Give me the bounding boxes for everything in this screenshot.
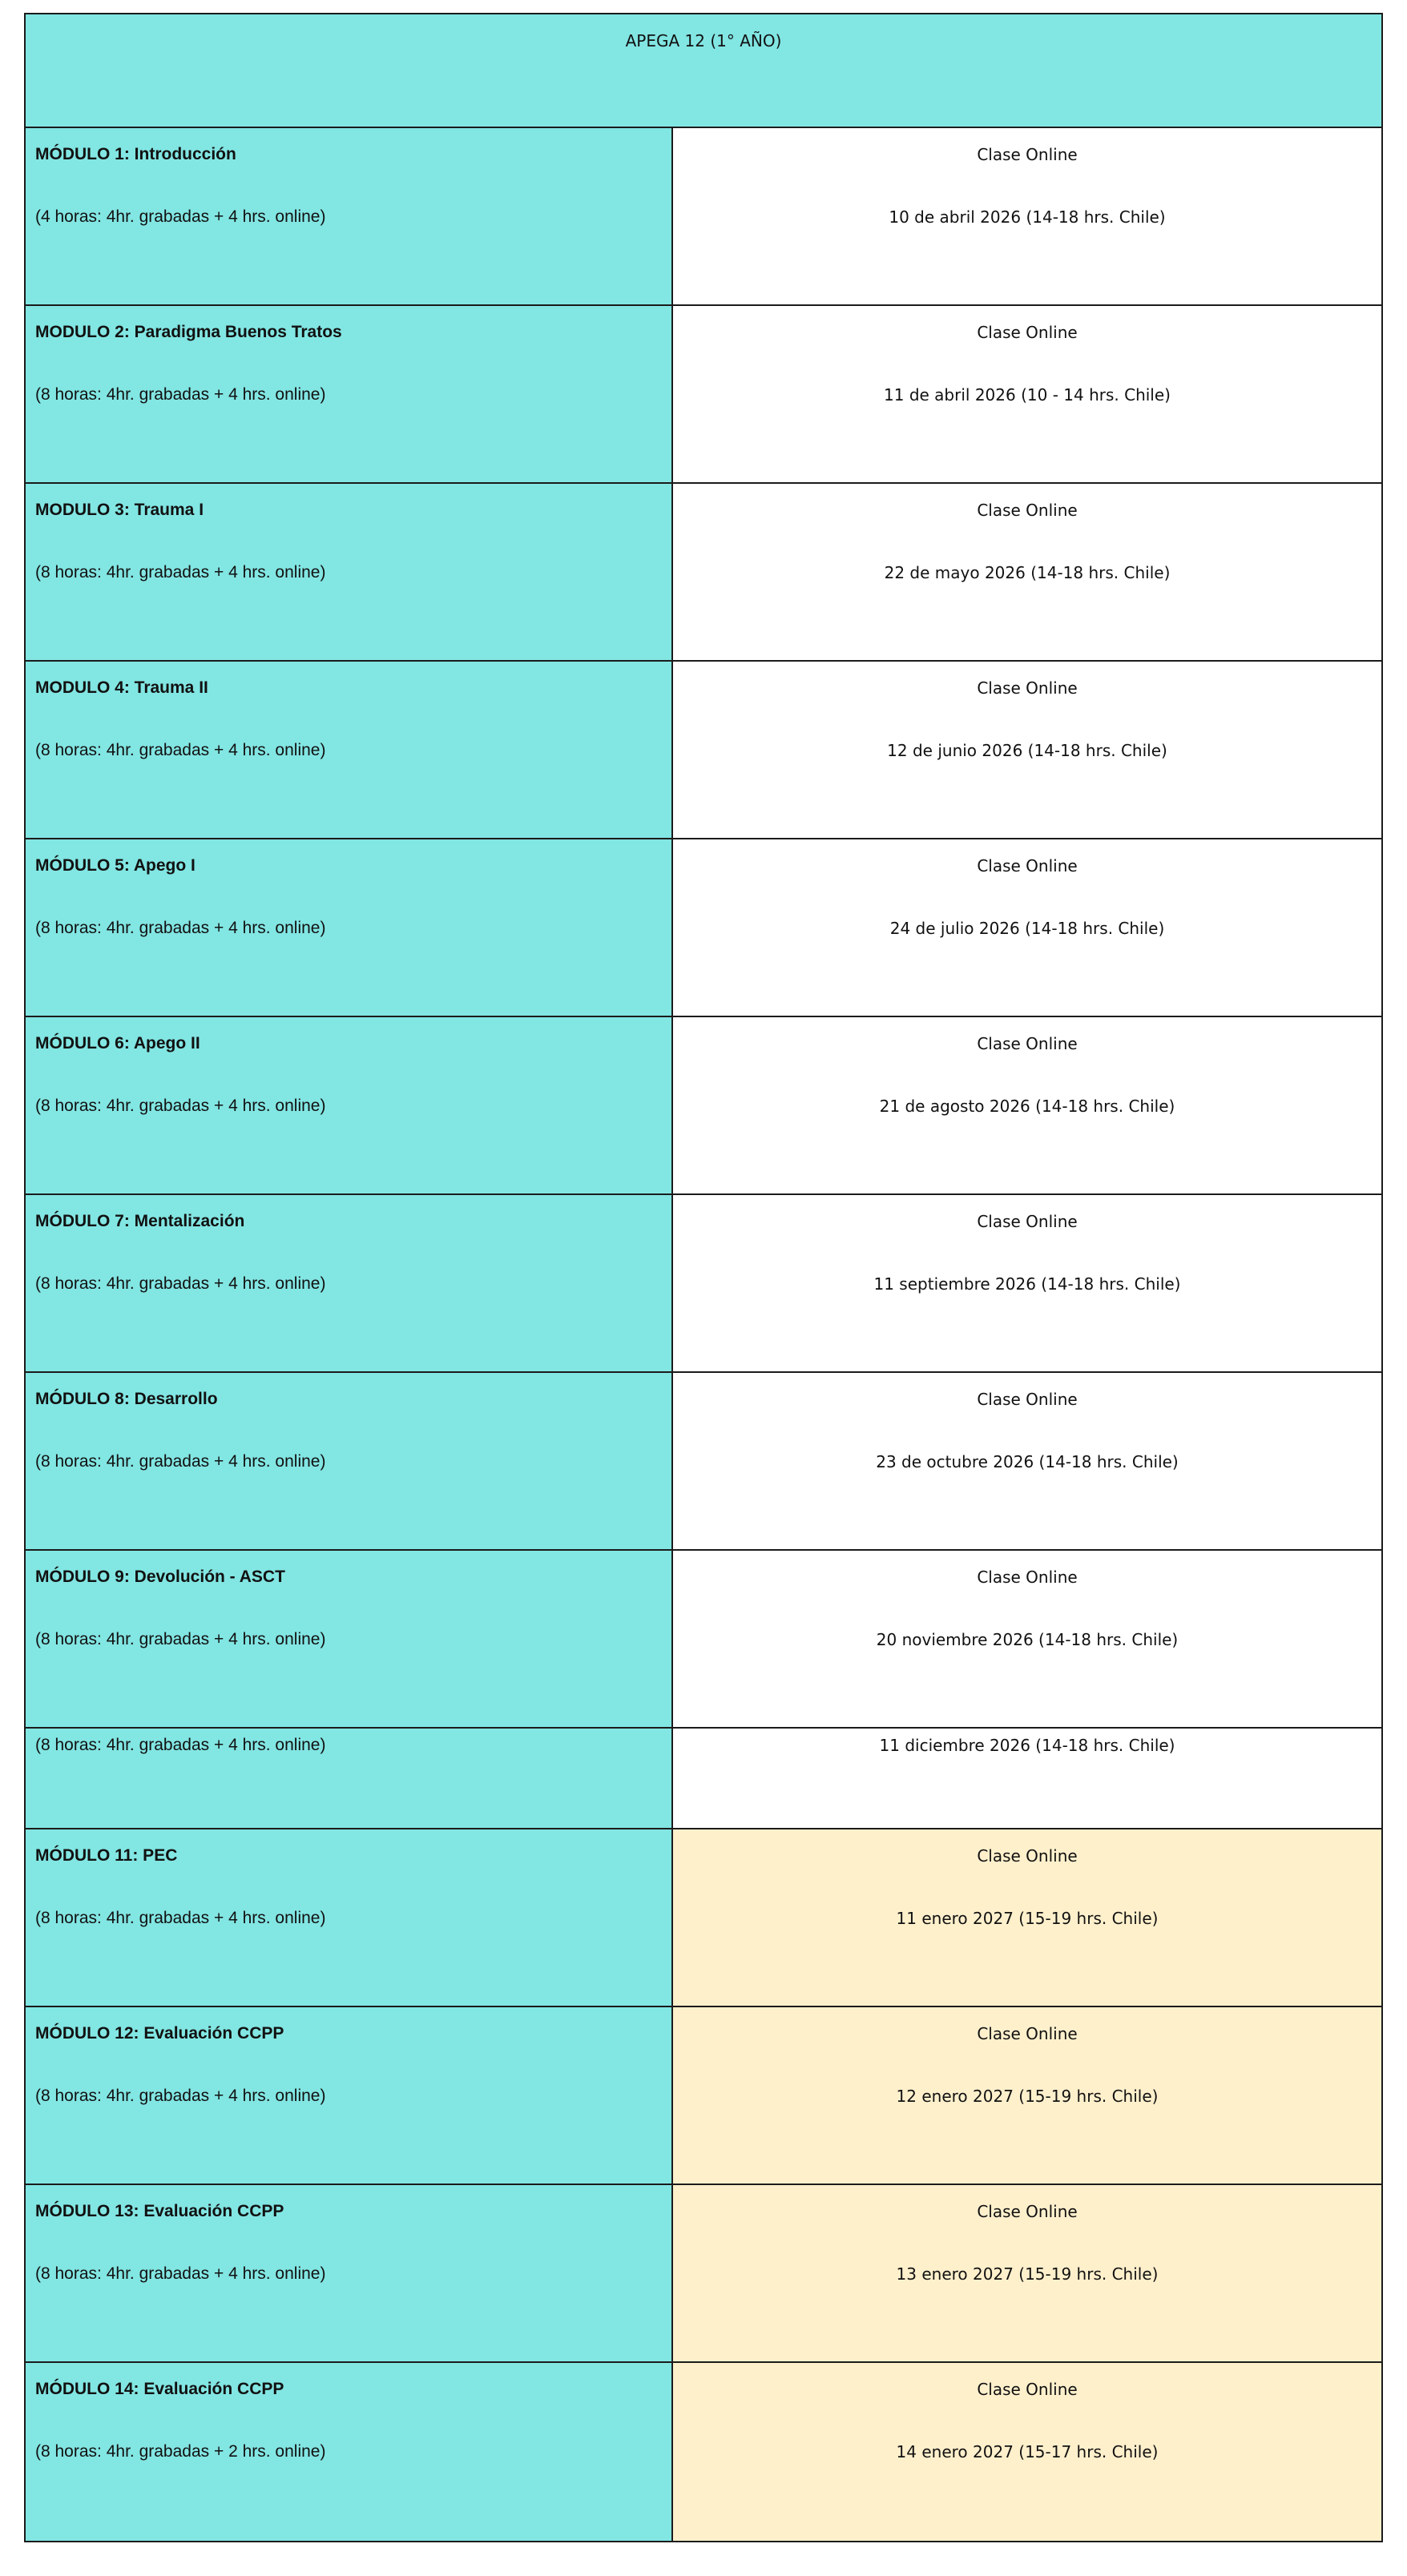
module-title: MÓDULO 5: Apego I (35, 856, 196, 875)
class-type: Clase Online (977, 1034, 1078, 1053)
table-header (26, 14, 1381, 128)
module-title: MODULO 2: Paradigma Buenos Tratos (35, 323, 342, 341)
module-title: MÓDULO 7: Mentalización (35, 1212, 245, 1230)
module-cell (26, 128, 673, 304)
class-date: 13 enero 2027 (15-19 hrs. Chile) (896, 2264, 1159, 2284)
class-date: 22 de mayo 2026 (14-18 hrs. Chile) (884, 563, 1171, 582)
class-date: 11 enero 2027 (15-19 hrs. Chile) (896, 1909, 1159, 1928)
table-row-module-13 (26, 2185, 1381, 2363)
class-date: 24 de julio 2026 (14-18 hrs. Chile) (889, 919, 1165, 938)
module-hours: (8 horas: 4hr. grabadas + 4 hrs. online) (35, 1274, 326, 1293)
module-title: MÓDULO 13: Evaluación CCPP (35, 2202, 284, 2220)
module-hours: (8 horas: 4hr. grabadas + 4 hrs. online) (35, 385, 326, 404)
class-type: Clase Online (977, 2024, 1078, 2043)
module-cell (26, 2185, 673, 2361)
module-title: MÓDULO 9: Devolución - ASCT (35, 1568, 285, 1586)
class-date: 12 enero 2027 (15-19 hrs. Chile) (896, 2087, 1159, 2106)
table-row-module-6 (26, 1017, 1381, 1195)
class-type: Clase Online (977, 501, 1078, 520)
module-title: MÓDULO 1: Introducción (35, 145, 236, 163)
module-hours: (8 horas: 4hr. grabadas + 4 hrs. online) (35, 741, 326, 759)
module-title: MÓDULO 14: Evaluación CCPP (35, 2380, 284, 2398)
class-type: Clase Online (977, 678, 1078, 698)
module-title: MODULO 3: Trauma I (35, 501, 204, 519)
table-row-module-7 (26, 1195, 1381, 1373)
table-row-module-5 (26, 839, 1381, 1017)
module-hours: (8 horas: 4hr. grabadas + 4 hrs. online) (35, 919, 326, 937)
module-cell (26, 306, 673, 482)
module-hours: (8 horas: 4hr. grabadas + 4 hrs. online) (35, 1909, 326, 1927)
date-cell (673, 1829, 1381, 2006)
date-cell (673, 662, 1381, 838)
schedule-table (24, 13, 1383, 2542)
date-cell (673, 2363, 1381, 2541)
module-cell (26, 1017, 673, 1193)
module-cell (26, 1729, 673, 1828)
table-row-module-12 (26, 2007, 1381, 2185)
class-type: Clase Online (977, 1568, 1078, 1587)
date-cell (673, 128, 1381, 304)
date-cell (673, 306, 1381, 482)
table-title: APEGA 12 (1° AÑO) (625, 31, 782, 50)
table-row-module-2 (26, 306, 1381, 484)
class-date: 23 de octubre 2026 (14-18 hrs. Chile) (876, 1452, 1179, 1471)
module-title: MODULO 4: Trauma II (35, 678, 208, 697)
table-row-module-14 (26, 2363, 1381, 2541)
table-row-module-10 (26, 1729, 1381, 1829)
date-cell (673, 1729, 1381, 1828)
date-cell (673, 1373, 1381, 1549)
class-type: Clase Online (977, 323, 1078, 342)
table-row-module-1 (26, 128, 1381, 306)
class-type: Clase Online (977, 2380, 1078, 2399)
table-row-module-9 (26, 1551, 1381, 1729)
class-type: Clase Online (977, 2202, 1078, 2221)
date-cell (673, 1551, 1381, 1727)
class-date: 14 enero 2027 (15-17 hrs. Chile) (896, 2442, 1159, 2461)
module-hours: (4 horas: 4hr. grabadas + 4 hrs. online) (35, 207, 326, 226)
module-cell (26, 2363, 673, 2541)
class-type: Clase Online (977, 856, 1078, 875)
module-cell (26, 1195, 673, 1371)
table-row-module-4 (26, 662, 1381, 839)
module-cell (26, 839, 673, 1016)
module-cell (26, 1829, 673, 2006)
date-cell (673, 1195, 1381, 1371)
date-cell (673, 2185, 1381, 2361)
module-hours: (8 horas: 4hr. grabadas + 4 hrs. online) (35, 2087, 326, 2105)
module-title: MÓDULO 12: Evaluación CCPP (35, 2024, 284, 2043)
module-cell (26, 2007, 673, 2184)
module-cell (26, 662, 673, 838)
module-hours: (8 horas: 4hr. grabadas + 4 hrs. online) (35, 1736, 326, 1754)
class-date: 21 de agosto 2026 (14-18 hrs. Chile) (879, 1097, 1175, 1116)
class-date: 11 de abril 2026 (10 - 14 hrs. Chile) (884, 385, 1171, 405)
module-hours: (8 horas: 4hr. grabadas + 4 hrs. online) (35, 1097, 326, 1115)
module-title: MÓDULO 8: Desarrollo (35, 1390, 218, 1408)
table-row-module-11 (26, 1829, 1381, 2007)
class-type: Clase Online (977, 145, 1078, 164)
module-title: MÓDULO 11: PEC (35, 1846, 178, 1865)
module-hours: (8 horas: 4hr. grabadas + 2 hrs. online) (35, 2442, 326, 2461)
module-hours: (8 horas: 4hr. grabadas + 4 hrs. online) (35, 1630, 326, 1648)
class-date: 10 de abril 2026 (14-18 hrs. Chile) (889, 207, 1166, 227)
module-cell (26, 484, 673, 660)
class-date: 11 diciembre 2026 (14-18 hrs. Chile) (879, 1736, 1175, 1755)
date-cell (673, 2007, 1381, 2184)
class-type: Clase Online (977, 1390, 1078, 1409)
module-title: MÓDULO 6: Apego II (35, 1034, 200, 1053)
module-cell (26, 1373, 673, 1549)
module-hours: (8 horas: 4hr. grabadas + 4 hrs. online) (35, 1452, 326, 1471)
table-row-module-3 (26, 484, 1381, 662)
class-type: Clase Online (977, 1846, 1078, 1866)
date-cell (673, 839, 1381, 1016)
class-type: Clase Online (977, 1212, 1078, 1231)
class-date: 12 de junio 2026 (14-18 hrs. Chile) (887, 741, 1167, 760)
module-cell (26, 1551, 673, 1727)
table-row-module-8 (26, 1373, 1381, 1551)
date-cell (673, 484, 1381, 660)
class-date: 20 noviembre 2026 (14-18 hrs. Chile) (876, 1630, 1179, 1649)
class-date: 11 septiembre 2026 (14-18 hrs. Chile) (873, 1274, 1181, 1294)
module-hours: (8 horas: 4hr. grabadas + 4 hrs. online) (35, 563, 326, 582)
date-cell (673, 1017, 1381, 1193)
module-hours: (8 horas: 4hr. grabadas + 4 hrs. online) (35, 2264, 326, 2283)
